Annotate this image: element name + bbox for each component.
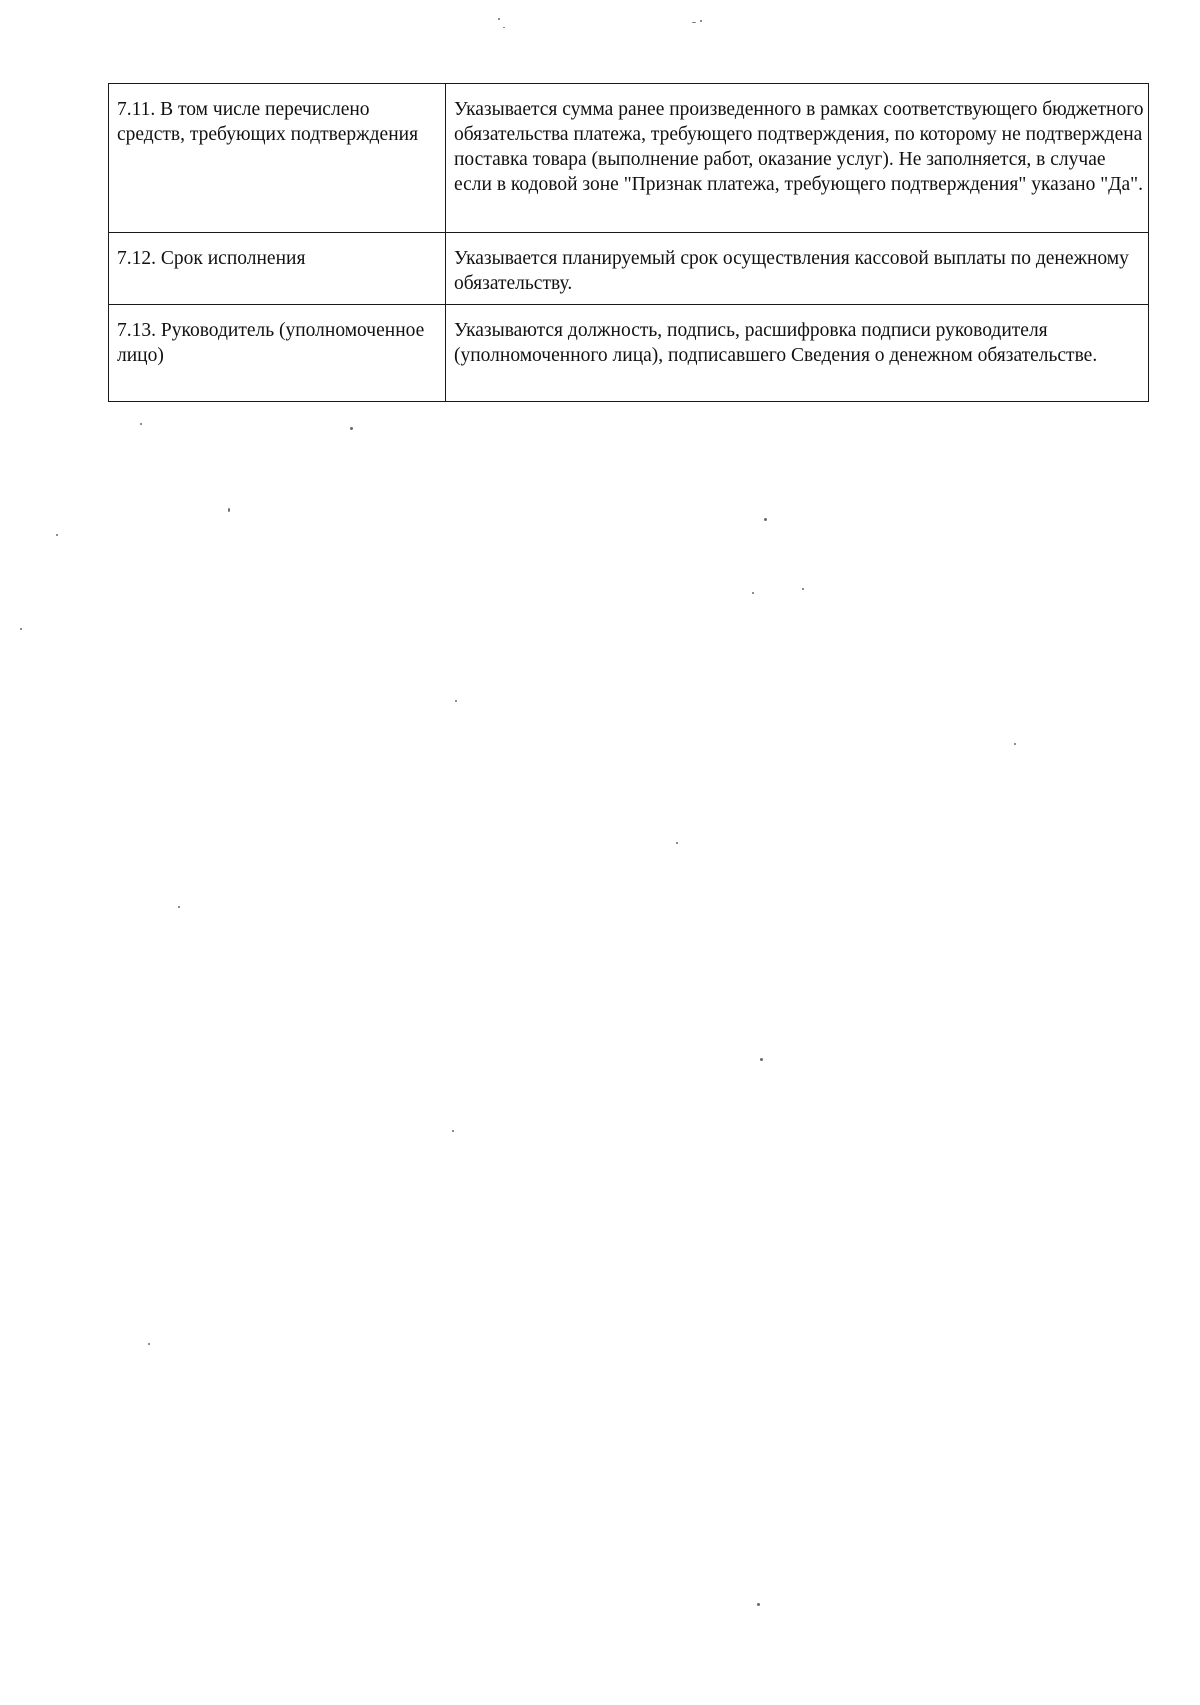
scan-speck <box>692 22 696 23</box>
field-name-cell: 7.12. Срок исполнения <box>109 233 446 305</box>
field-name-cell: 7.13. Руководитель (уполномоченное лицо) <box>109 305 446 402</box>
scan-speck <box>178 906 180 908</box>
scan-speck <box>452 1130 454 1132</box>
table-row <box>109 233 1149 305</box>
field-description-cell: Указываются должность, подпись, расшифровка подписи руководителя (уполномоченного лица), подписавшего Сведения о денежном обязательстве. <box>446 305 1149 402</box>
table-row <box>109 305 1149 402</box>
scan-speck <box>503 27 505 28</box>
scan-speck <box>498 18 500 20</box>
scan-speck <box>676 842 678 844</box>
scan-speck <box>140 423 142 425</box>
scan-speck <box>700 20 702 22</box>
scan-speck <box>802 588 804 590</box>
field-description-table <box>108 83 1149 402</box>
field-description-cell: Указывается планируемый срок осуществления кассовой выплаты по денежному обязательству. <box>446 233 1149 305</box>
scan-speck <box>757 1603 760 1606</box>
field-description-cell: Указывается сумма ранее произведенного в рамках соответствующего бюджетного обязательства платежа, требующего подтверждения, по которому не подтверждена поставка товара (выполнение работ, оказание услуг). Не заполняется, в случае если в кодовой зоне "Признак платежа, требующего подтверждения" указано "Да". <box>446 84 1149 233</box>
scan-speck <box>20 628 22 630</box>
scan-speck <box>228 508 230 512</box>
scan-speck <box>764 518 767 521</box>
scan-speck <box>760 1058 763 1061</box>
scan-speck <box>350 427 353 430</box>
table-row <box>109 84 1149 233</box>
scan-speck <box>752 592 754 594</box>
scan-speck <box>455 700 457 702</box>
scan-speck <box>148 1343 150 1345</box>
field-name-cell: 7.11. В том числе перечислено средств, требующих подтверждения <box>109 84 446 233</box>
scan-speck <box>56 534 58 536</box>
scan-speck <box>1014 743 1016 745</box>
